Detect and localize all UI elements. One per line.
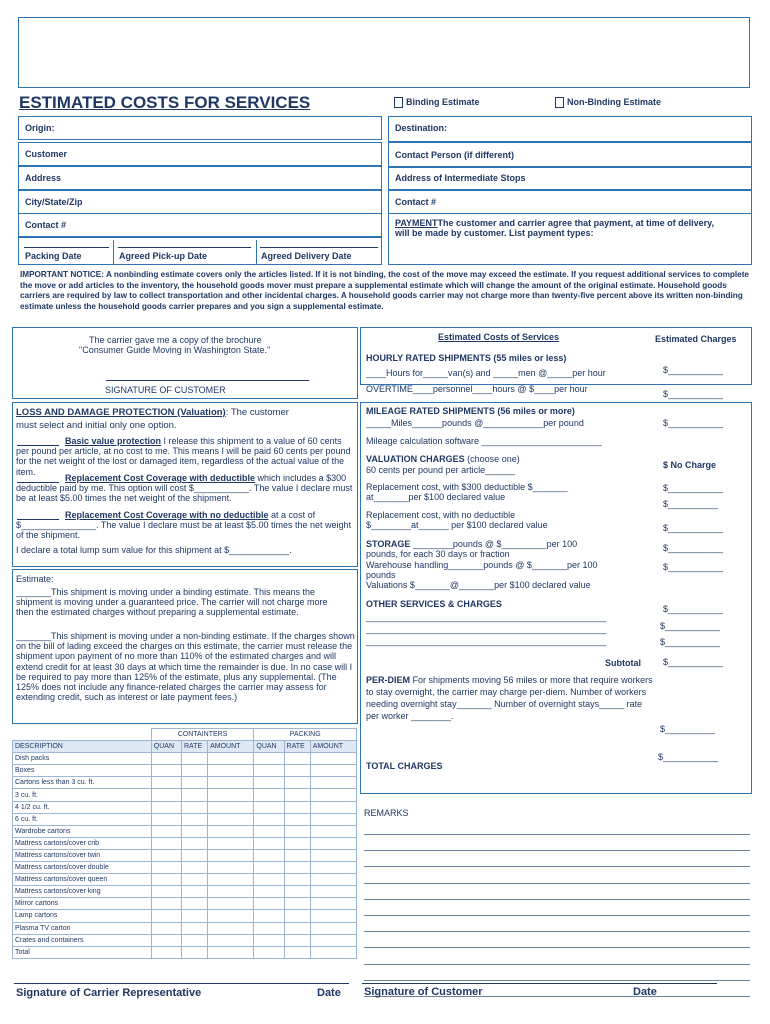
table-row [13, 898, 357, 910]
mileage-title: MILEAGE RATED SHIPMENTS (56 miles or more) [366, 406, 575, 416]
table-cell[interactable] [181, 934, 207, 946]
destination-field[interactable]: Destination: [388, 116, 752, 142]
services-heading: Estimated Costs of Services [438, 332, 560, 342]
table-cell[interactable] [284, 886, 310, 898]
table-cell[interactable] [254, 837, 284, 849]
table-cell[interactable] [284, 765, 310, 777]
amount-header: AMOUNT [208, 741, 254, 753]
table-cell[interactable] [254, 886, 284, 898]
row-description: 6 cu. ft. [13, 813, 152, 825]
brochure-line-2: "Consumer Guide Moving in Washington State." [79, 345, 271, 355]
valuations-line[interactable]: Valuations $_______@_______per $100 declared value [366, 580, 591, 590]
table-cell[interactable] [254, 777, 284, 789]
table-cell[interactable] [181, 922, 207, 934]
table-cell[interactable] [151, 922, 181, 934]
table-cell[interactable] [151, 849, 181, 861]
payment-box[interactable] [388, 213, 752, 265]
table-cell[interactable] [181, 789, 207, 801]
table-cell[interactable] [181, 753, 207, 765]
table-cell[interactable] [254, 765, 284, 777]
table-cell[interactable] [284, 898, 310, 910]
table-cell[interactable] [284, 777, 310, 789]
table-cell[interactable] [310, 801, 356, 813]
table-cell[interactable] [181, 910, 207, 922]
table-cell[interactable] [310, 898, 356, 910]
table-cell[interactable] [151, 862, 181, 874]
table-cell[interactable] [284, 874, 310, 886]
carrier-signature-label: Signature of Carrier Representative [16, 987, 202, 999]
remarks-line[interactable] [364, 899, 750, 900]
non-binding-estimate-option[interactable]: Non-Binding Estimate [555, 97, 661, 108]
repl-deductible-charge[interactable]: $___________ [663, 483, 724, 493]
subtotal-label: Subtotal [605, 658, 641, 668]
other-charge-2[interactable]: $___________ [660, 621, 721, 631]
page-title: ESTIMATED COSTS FOR SERVICES [19, 93, 311, 112]
row-description: Mirror cartons [13, 898, 152, 910]
other-services-line-2[interactable]: ________________________________________________ [366, 624, 607, 634]
repl-no-deductible-charge[interactable]: $___________ [663, 523, 724, 533]
table-cell[interactable] [310, 910, 356, 922]
table-cell[interactable] [284, 849, 310, 861]
valuation-heading: LOSS AND DAMAGE PROTECTION (Valuation): The customer [16, 407, 289, 418]
estimate-heading: Estimate: [16, 574, 54, 584]
table-cell[interactable] [151, 765, 181, 777]
table-row [13, 862, 357, 874]
table-cell[interactable] [310, 934, 356, 946]
overtime-line[interactable]: OVERTIME____personnel____hours @ $____per hour [366, 384, 588, 394]
customer-date-label: Date [633, 986, 657, 998]
table-cell[interactable] [181, 825, 207, 837]
pickup-date-line[interactable] [118, 247, 251, 248]
table-cell[interactable] [284, 910, 310, 922]
table-cell[interactable] [208, 862, 254, 874]
other-services-line-3[interactable]: ________________________________________________ [366, 636, 607, 646]
hourly-title: HOURLY RATED SHIPMENTS (55 miles or less) [366, 353, 567, 363]
table-cell[interactable] [310, 849, 356, 861]
remarks-line[interactable] [364, 931, 750, 932]
table-row [13, 946, 357, 958]
table-cell[interactable] [254, 922, 284, 934]
repl-deductible-line-1[interactable]: Replacement cost, with $300 deductible $_______ [366, 482, 568, 492]
warehouse-line-1[interactable]: Warehouse handling_______pounds @ $_______per 100 [366, 560, 598, 570]
table-cell[interactable] [151, 813, 181, 825]
table-cell[interactable] [208, 765, 254, 777]
table-cell[interactable] [254, 813, 284, 825]
table-cell[interactable] [181, 765, 207, 777]
table-cell[interactable] [151, 898, 181, 910]
row-description: 3 cu. ft. [13, 789, 152, 801]
table-cell[interactable] [208, 753, 254, 765]
table-cell[interactable] [310, 837, 356, 849]
table-cell[interactable] [254, 849, 284, 861]
city-state-zip-field[interactable]: City/State/Zip [18, 190, 382, 214]
table-cell[interactable] [151, 801, 181, 813]
pickup-date-label: Agreed Pick-up Date [119, 251, 208, 261]
delivery-date-label: Agreed Delivery Date [261, 251, 352, 261]
table-cell[interactable] [310, 813, 356, 825]
mileage-charge[interactable]: $___________ [663, 418, 724, 428]
storage-line-1[interactable]: STORAGE ________pounds @ $_________per 100 [366, 539, 578, 549]
table-cell[interactable] [310, 825, 356, 837]
customer-field[interactable]: Customer [18, 142, 382, 166]
amount-header: AMOUNT [310, 741, 356, 753]
table-cell[interactable] [310, 874, 356, 886]
row-description: Mattress cartons/cover king [13, 886, 152, 898]
table-row [13, 789, 357, 801]
table-cell[interactable] [151, 910, 181, 922]
table-cell[interactable] [208, 922, 254, 934]
repl-no-deductible-line-2[interactable]: $________at______ per $100 declared value [366, 520, 548, 530]
storage-charge[interactable]: $___________ [663, 543, 724, 553]
remarks-line[interactable] [364, 915, 750, 916]
row-description: 4 1/2 cu. ft. [13, 801, 152, 813]
table-cell[interactable] [181, 898, 207, 910]
divider [256, 240, 257, 265]
table-cell[interactable] [310, 777, 356, 789]
hourly-charge[interactable]: $___________ [663, 365, 724, 375]
table-cell[interactable] [310, 946, 356, 958]
table-cell[interactable] [181, 777, 207, 789]
address-field[interactable]: Address [18, 166, 382, 190]
row-description: Wardrobe cartons [13, 825, 152, 837]
table-cell[interactable] [208, 837, 254, 849]
row-description: Crates and containers [13, 934, 152, 946]
repl-deductible-charge-2[interactable]: $__________ [663, 499, 719, 509]
rate-header: RATE [181, 741, 207, 753]
table-cell[interactable] [208, 813, 254, 825]
origin-field[interactable]: Origin: [18, 116, 382, 140]
packing-date-line[interactable] [24, 247, 109, 248]
row-description: Boxes [13, 765, 152, 777]
packing-date-label: Packing Date [25, 251, 82, 261]
no-charge: $ No Charge [663, 460, 717, 470]
binding-estimate-text: _______This shipment is moving under a binding estimate. This means the shipment is moving under a guaranteed price. The carrier will not charge more then the estimated charges without preparing a supplemental estimate. [16, 587, 328, 618]
table-cell[interactable] [208, 777, 254, 789]
description-header: DESCRIPTION [13, 741, 152, 753]
row-description: Lamp cartons [13, 910, 152, 922]
row-description: Plasma TV carton [13, 922, 152, 934]
valuation-instruction: must select and initial only one option. [16, 420, 177, 431]
remarks-line[interactable] [364, 866, 750, 867]
table-header-row [13, 741, 357, 753]
subtotal-charge[interactable]: $___________ [663, 657, 724, 667]
table-cell[interactable] [254, 946, 284, 958]
replacement-deductible-option: Replacement Cost Coverage with deductible which includes a $300 deductible paid by me. This option will cost $___________. The value I declare must be at least $5.00 times the net weight of the shipment. [16, 473, 353, 504]
table-cell[interactable] [254, 801, 284, 813]
items-table [12, 728, 357, 959]
delivery-date-line[interactable] [260, 247, 378, 248]
row-description: Mattress cartons/cover queen [13, 874, 152, 886]
table-row [13, 837, 357, 849]
table-cell[interactable] [151, 825, 181, 837]
table-cell[interactable] [284, 753, 310, 765]
quan-header: QUAN [254, 741, 284, 753]
row-description: Cartons less than 3 cu. ft. [13, 777, 152, 789]
carrier-date-label: Date [317, 987, 341, 999]
other-services-line-1[interactable]: ________________________________________________ [366, 612, 607, 622]
non-binding-estimate-text: _______This shipment is moving under a non-binding estimate. If the charges shown on the bill of lading exceed the charges on this estimate, the carrier must release the shipment upon payment of no more than 110% of the estimated charges and will extend credit for at least 30 days at which time the remainder is due. In no case will I be required to pay more than 125% of the estimate, plus any supplemental. (The 125% does not include any finance-related charges the carrier may assess for extending credit, such as interest or late payment fees.) [16, 631, 355, 703]
overtime-charge[interactable]: $___________ [663, 389, 724, 399]
quan-header: QUAN [151, 741, 181, 753]
table-cell[interactable] [254, 898, 284, 910]
table-cell[interactable] [208, 934, 254, 946]
blank-cell [13, 729, 152, 741]
table-row [13, 874, 357, 886]
table-cell[interactable] [310, 886, 356, 898]
table-row [13, 886, 357, 898]
table-cell[interactable] [181, 862, 207, 874]
divider [113, 240, 114, 265]
table-cell[interactable] [208, 910, 254, 922]
table-cell[interactable] [254, 934, 284, 946]
table-cell[interactable] [208, 874, 254, 886]
table-cell[interactable] [151, 837, 181, 849]
remarks-line[interactable] [364, 850, 750, 851]
row-description: Mattress cartons/cover twin [13, 849, 152, 861]
table-row [13, 753, 357, 765]
table-cell[interactable] [181, 946, 207, 958]
containers-table [12, 728, 357, 959]
payment-text: PAYMENTThe customer and carrier agree that payment, at time of delivery, will be made by customer. List payment types: [395, 218, 714, 238]
table-row [13, 801, 357, 813]
table-cell[interactable] [151, 886, 181, 898]
table-cell[interactable] [284, 862, 310, 874]
table-row [13, 934, 357, 946]
mileage-line[interactable]: _____Miles______pounds @____________per pound [366, 418, 584, 428]
lump-sum-declaration: I declare a total lump sum value for this shipment at $____________. [16, 545, 292, 555]
mileage-software[interactable]: Mileage calculation software ________________________ [366, 436, 602, 446]
other-charge-1[interactable]: $___________ [663, 604, 724, 614]
total-charges-label: TOTAL CHARGES [366, 761, 443, 771]
logo-box [18, 17, 750, 88]
other-services-title: OTHER SERVICES & CHARGES [366, 599, 502, 609]
basic-value-option: Basic value protection I release this shipment to a value of 60 cents per pound per article, at no cost to me. This means I will be paid 60 cents per pound for the net weight of the lost or damaged item, regardless of the actual value of the item. [16, 436, 351, 477]
table-cell[interactable] [208, 898, 254, 910]
row-description: Mattress cartons/cover double [13, 862, 152, 874]
table-cell[interactable] [151, 777, 181, 789]
table-cell[interactable] [254, 910, 284, 922]
warehouse-charge[interactable]: $___________ [663, 562, 724, 572]
valuation-box [12, 402, 358, 567]
table-cell[interactable] [284, 934, 310, 946]
carrier-signature-line[interactable] [14, 983, 349, 984]
table-cell[interactable] [284, 789, 310, 801]
brochure-box [12, 327, 358, 399]
table-cell[interactable] [310, 922, 356, 934]
estimate-box [12, 569, 358, 724]
table-cell[interactable] [310, 862, 356, 874]
table-cell[interactable] [254, 789, 284, 801]
total-charge[interactable]: $___________ [658, 752, 719, 762]
table-cell[interactable] [254, 753, 284, 765]
contact-person-field[interactable]: Contact Person (if different) [388, 142, 752, 168]
remarks-label: REMARKS [364, 808, 409, 818]
table-cell[interactable] [208, 825, 254, 837]
table-cell[interactable] [181, 837, 207, 849]
per-diem-charge[interactable]: $__________ [660, 724, 716, 734]
table-cell[interactable] [284, 825, 310, 837]
hourly-line[interactable]: ____Hours for_____van(s) and _____men @_____per hour [366, 368, 606, 378]
table-row [13, 910, 357, 922]
row-description: Dish packs [13, 753, 152, 765]
table-cell[interactable] [181, 874, 207, 886]
contact-field[interactable]: Contact # [18, 213, 382, 237]
repl-no-deductible-line-1[interactable]: Replacement cost, with no deductible [366, 510, 516, 520]
table-cell[interactable] [310, 753, 356, 765]
table-row [13, 813, 357, 825]
table-cell[interactable] [284, 801, 310, 813]
intermediate-stops-field[interactable]: Address of Intermediate Stops [388, 166, 752, 190]
table-cell[interactable] [284, 813, 310, 825]
table-cell[interactable] [310, 789, 356, 801]
warehouse-line-2: pounds [366, 570, 396, 580]
other-charge-3[interactable]: $___________ [660, 637, 721, 647]
non-binding-checkbox[interactable] [555, 97, 564, 108]
customer-signature-line[interactable] [106, 380, 309, 381]
table-cell[interactable] [310, 765, 356, 777]
binding-estimate-option[interactable]: Binding Estimate [394, 97, 480, 108]
replacement-no-deductible-option: Replacement Cost Coverage with no deductible at a cost of $_______________. The value I declare must be at least $5.00 times the net weight of the shipment. [16, 510, 352, 541]
storage-line-2: pounds, for each 30 days or fraction [366, 549, 510, 559]
customer-signature-footer-line[interactable] [362, 983, 717, 984]
rate-header: RATE [284, 741, 310, 753]
table-cell[interactable] [254, 874, 284, 886]
remarks-line[interactable] [364, 947, 750, 948]
table-cell[interactable] [254, 862, 284, 874]
estimated-charges-heading: Estimated Charges [655, 334, 737, 344]
packing-group-header: PACKING [254, 729, 357, 741]
remarks-line[interactable] [364, 964, 750, 965]
valuation-charges-title: VALUATION CHARGES (choose one) [366, 454, 520, 464]
repl-deductible-line-2[interactable]: at_______per $100 declared value [366, 492, 506, 502]
valuation-basic-line[interactable]: 60 cents per pound per article______ [366, 465, 516, 475]
table-cell[interactable] [284, 946, 310, 958]
table-cell[interactable] [208, 801, 254, 813]
table-cell[interactable] [151, 946, 181, 958]
table-cell[interactable] [208, 849, 254, 861]
table-cell[interactable] [208, 789, 254, 801]
table-cell[interactable] [208, 886, 254, 898]
table-row [13, 825, 357, 837]
row-description: Mattress cartons/cover crib [13, 837, 152, 849]
table-row [13, 765, 357, 777]
table-cell[interactable] [151, 789, 181, 801]
customer-signature-footer-label: Signature of Customer [364, 986, 483, 998]
per-diem-text: PER-DIEM For shipments moving 56 miles or more that require workers to stay overnight, the carrier may charge per-diem. Number of workers needing overnight stay_______ Number of overnight stays_____ rate per worker ________. [366, 675, 653, 722]
table-row [13, 777, 357, 789]
row-description: Total [13, 946, 152, 958]
right-contact-field[interactable]: Contact # [388, 190, 752, 214]
remarks-line[interactable] [364, 834, 750, 835]
remarks-line[interactable] [364, 883, 750, 884]
table-cell[interactable] [284, 837, 310, 849]
table-cell[interactable] [208, 946, 254, 958]
binding-checkbox[interactable] [394, 97, 403, 108]
remarks-line[interactable] [364, 980, 750, 981]
table-cell[interactable] [151, 753, 181, 765]
table-cell[interactable] [254, 825, 284, 837]
table-row [13, 849, 357, 861]
table-cell[interactable] [181, 801, 207, 813]
table-cell[interactable] [284, 922, 310, 934]
containers-group-header: CONTAINTERS [151, 729, 254, 741]
table-row [13, 922, 357, 934]
table-cell[interactable] [181, 813, 207, 825]
table-cell[interactable] [181, 886, 207, 898]
table-group-row [13, 729, 357, 741]
signature-of-customer-label: SIGNATURE OF CUSTOMER [105, 385, 226, 395]
important-notice: IMPORTANT NOTICE: A nonbinding estimate covers only the articles listed. If it is not binding, the cost of the move may exceed the estimate. If you request additional services to complete the move or add articles to the inventory, the household goods mover must prepare a supplemental estimate which will change the amount of the original estimate. Household goods carriers are required by law to collect transportation and other incidental charges. A household goods carrier may not charge more than twenty-five percent above its written non-binding estimate unless the household goods carrier prepares and you sign a supplemental estimate. [20, 270, 749, 311]
table-cell[interactable] [151, 934, 181, 946]
table-cell[interactable] [181, 849, 207, 861]
table-cell[interactable] [151, 874, 181, 886]
brochure-line-1: The carrier gave me a copy of the brochure [89, 335, 262, 345]
